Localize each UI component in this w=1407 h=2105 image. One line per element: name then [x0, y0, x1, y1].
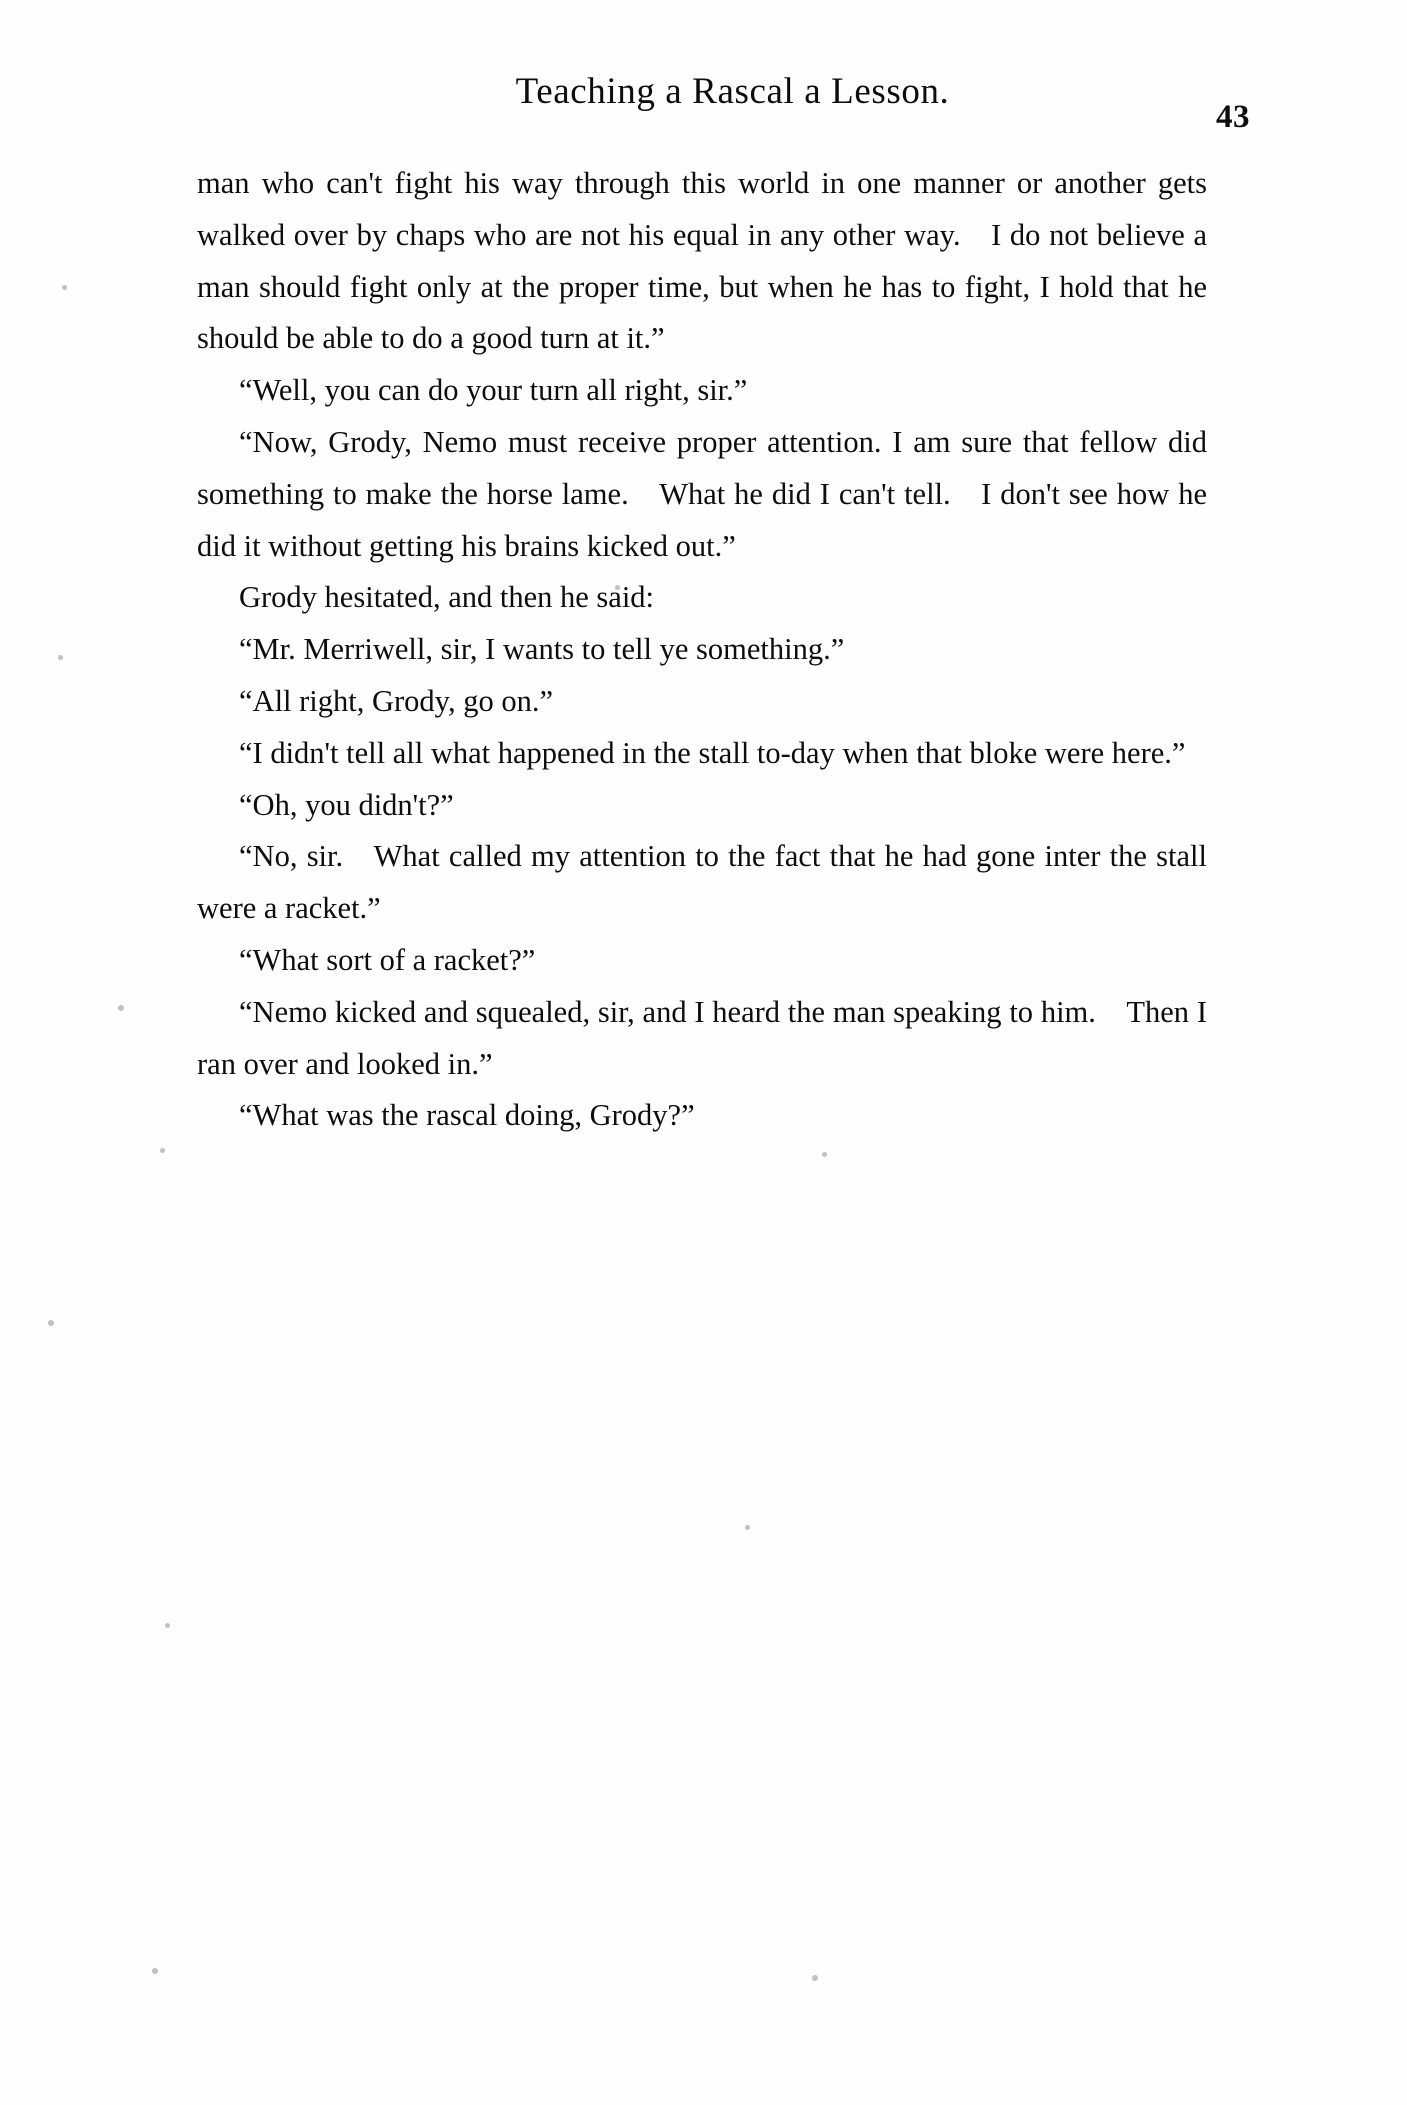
scan-speck [745, 1525, 750, 1530]
paragraph: “Now, Grody, Nemo must receive proper attention. I am sure that fellow did something to make the horse lame. What he did I can't tell. I don't see how he did it without getting his brains kicked out.” [197, 424, 1207, 563]
scan-speck [118, 1005, 124, 1011]
page-content [185, 70, 1260, 1142]
paragraph: Grody hesitated, and then he said: [239, 580, 655, 615]
scan-speck [48, 1320, 54, 1326]
page-number: 43 [1216, 99, 1250, 135]
scan-speck [152, 1968, 158, 1974]
paragraph: “I didn't tell all what happened in the stall to-day when that bloke were here.” [239, 735, 1186, 770]
paragraph: “What sort of a racket?” [239, 942, 536, 977]
paragraph: man who can't fight his way through this world in one manner or another gets walked over by chaps who are not his equal in any other way. I do not believe a man should fight only at the proper time, but when he has to fight, I hold that he should be able to do a good turn at it.” [197, 166, 1207, 356]
paragraph: “Nemo kicked and squealed, sir, and I heard the man speaking to him. Then I ran over and looked in.” [197, 994, 1207, 1081]
paragraph: “What was the rascal doing, Grody?” [239, 1098, 695, 1133]
scan-speck [165, 1623, 170, 1628]
paragraph: “Well, you can do your turn all right, sir.” [239, 373, 748, 408]
paragraph: “Mr. Merriwell, sir, I wants to tell ye something.” [239, 632, 845, 667]
scan-speck [62, 285, 67, 290]
scan-speck [822, 1152, 827, 1157]
page-title: Teaching a Rascal a Lesson. [515, 71, 950, 112]
running-head [185, 70, 1260, 140]
scan-speck [160, 1148, 165, 1153]
paragraph: “All right, Grody, go on.” [239, 683, 553, 718]
scan-speck [812, 1975, 818, 1981]
body-text [197, 158, 1207, 1142]
paragraph: “Oh, you didn't?” [239, 787, 454, 822]
paragraph: “No, sir. What called my attention to the fact that he had gone inter the stall were a racket.” [197, 839, 1207, 926]
scan-speck [58, 655, 63, 660]
